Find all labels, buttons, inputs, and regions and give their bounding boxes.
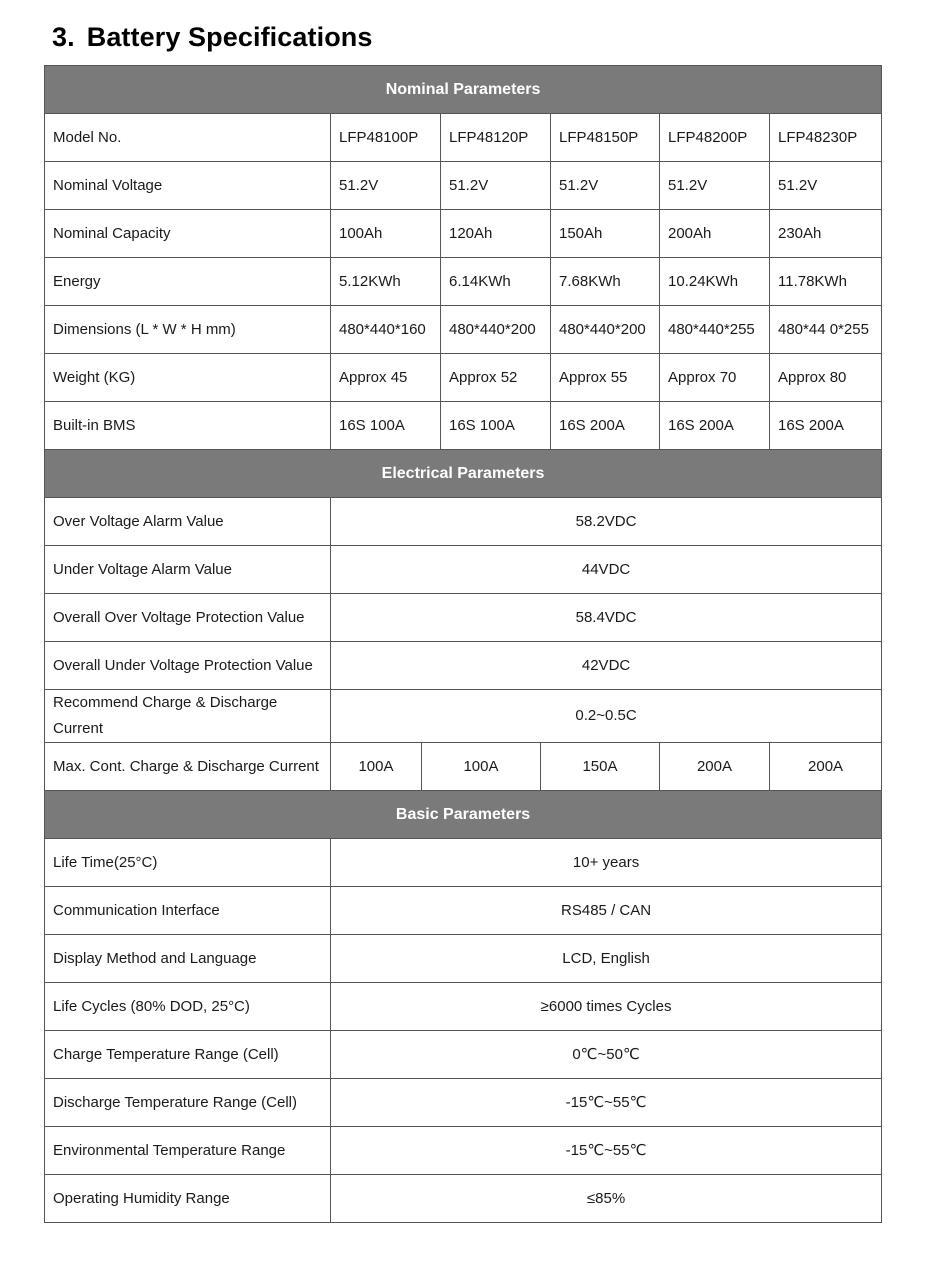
cell-value: 150Ah xyxy=(551,210,660,258)
table-row xyxy=(45,258,882,306)
cell-value: 44VDC xyxy=(331,546,882,594)
cell-value: Approx 45 xyxy=(331,354,441,402)
table-row xyxy=(45,162,882,210)
cell-value: 0.2~0.5C xyxy=(331,690,882,743)
cell-value: 51.2V xyxy=(660,162,770,210)
cell-value: LCD, English xyxy=(331,935,882,983)
row-label: Operating Humidity Range xyxy=(45,1175,331,1223)
cell-value: ≥6000 times Cycles xyxy=(331,983,882,1031)
row-label: Recommend Charge & Discharge Current xyxy=(45,690,331,743)
row-label: Max. Cont. Charge & Discharge Current xyxy=(45,743,331,791)
cell-value: 51.2V xyxy=(331,162,441,210)
row-label: Overall Over Voltage Protection Value xyxy=(45,594,331,642)
table-row xyxy=(45,983,882,1031)
row-label: Overall Under Voltage Protection Value xyxy=(45,642,331,690)
cell-value: 16S 200A xyxy=(770,402,882,450)
cell-value: 7.68KWh xyxy=(551,258,660,306)
row-label: Life Cycles (80% DOD, 25°C) xyxy=(45,983,331,1031)
cell-value: 6.14KWh xyxy=(441,258,551,306)
cell-value: 200A xyxy=(660,743,770,791)
cell-value: 16S 200A xyxy=(660,402,770,450)
row-label: Energy xyxy=(45,258,331,306)
cell-value: -15℃~55℃ xyxy=(331,1127,882,1175)
table-row xyxy=(45,1079,882,1127)
cell-value: 16S 100A xyxy=(331,402,441,450)
table-row xyxy=(45,498,882,546)
row-label: Dimensions (L * W * H mm) xyxy=(45,306,331,354)
cell-value: Approx 55 xyxy=(551,354,660,402)
cell-value: 42VDC xyxy=(331,642,882,690)
cell-value: LFP48200P xyxy=(660,114,770,162)
table-row xyxy=(45,1031,882,1079)
cell-value: 480*440*200 xyxy=(441,306,551,354)
cell-value: LFP48120P xyxy=(441,114,551,162)
cell-value: 10+ years xyxy=(331,839,882,887)
table-row xyxy=(45,1127,882,1175)
cell-value: 200A xyxy=(770,743,882,791)
page-title xyxy=(52,22,373,53)
cell-value: Approx 70 xyxy=(660,354,770,402)
battery-spec-table xyxy=(44,65,882,1223)
row-label: Environmental Temperature Range xyxy=(45,1127,331,1175)
cell-value: 200Ah xyxy=(660,210,770,258)
table-row xyxy=(45,306,882,354)
table-row xyxy=(45,210,882,258)
table-row xyxy=(45,594,882,642)
section-title-nominal: Nominal Parameters xyxy=(45,66,882,114)
row-label: Charge Temperature Range (Cell) xyxy=(45,1031,331,1079)
cell-value: 480*440*200 xyxy=(551,306,660,354)
section-header-basic xyxy=(45,791,882,839)
cell-value: 480*44 0*255 xyxy=(770,306,882,354)
cell-value: 100Ah xyxy=(331,210,441,258)
section-header-nominal xyxy=(45,66,882,114)
cell-value: 51.2V xyxy=(441,162,551,210)
table-row xyxy=(45,642,882,690)
cell-value: 230Ah xyxy=(770,210,882,258)
cell-value: 100A xyxy=(331,743,422,791)
table-row xyxy=(45,354,882,402)
cell-value: LFP48150P xyxy=(551,114,660,162)
cell-value: Approx 80 xyxy=(770,354,882,402)
row-label: Under Voltage Alarm Value xyxy=(45,546,331,594)
section-number: 3. xyxy=(52,22,75,52)
table-row xyxy=(45,690,882,743)
cell-value: 120Ah xyxy=(441,210,551,258)
cell-value: 0℃~50℃ xyxy=(331,1031,882,1079)
table-row xyxy=(45,1175,882,1223)
cell-value: Approx 52 xyxy=(441,354,551,402)
row-label: Discharge Temperature Range (Cell) xyxy=(45,1079,331,1127)
cell-value: 100A xyxy=(422,743,541,791)
cell-value: 16S 100A xyxy=(441,402,551,450)
table-row xyxy=(45,935,882,983)
cell-value: 5.12KWh xyxy=(331,258,441,306)
row-label: Nominal Capacity xyxy=(45,210,331,258)
row-label: Communication Interface xyxy=(45,887,331,935)
section-title: Battery Specifications xyxy=(86,22,373,52)
row-label: Life Time(25°C) xyxy=(45,839,331,887)
cell-value: ≤85% xyxy=(331,1175,882,1223)
row-label: Display Method and Language xyxy=(45,935,331,983)
row-label: Built-in BMS xyxy=(45,402,331,450)
cell-value: 150A xyxy=(541,743,660,791)
section-header-electrical xyxy=(45,450,882,498)
cell-value: LFP48100P xyxy=(331,114,441,162)
table-row xyxy=(45,839,882,887)
cell-value: 51.2V xyxy=(551,162,660,210)
row-label: Nominal Voltage xyxy=(45,162,331,210)
table-row xyxy=(45,887,882,935)
table-row xyxy=(45,402,882,450)
cell-value: 10.24KWh xyxy=(660,258,770,306)
cell-value: 58.4VDC xyxy=(331,594,882,642)
cell-value: 480*440*160 xyxy=(331,306,441,354)
table-row xyxy=(45,743,882,791)
row-label: Weight (KG) xyxy=(45,354,331,402)
cell-value: RS485 / CAN xyxy=(331,887,882,935)
cell-value: 480*440*255 xyxy=(660,306,770,354)
table-row xyxy=(45,114,882,162)
table-row xyxy=(45,546,882,594)
cell-value: -15℃~55℃ xyxy=(331,1079,882,1127)
section-title-electrical: Electrical Parameters xyxy=(45,450,882,498)
cell-value: 51.2V xyxy=(770,162,882,210)
cell-value: 58.2VDC xyxy=(331,498,882,546)
cell-value: LFP48230P xyxy=(770,114,882,162)
section-title-basic: Basic Parameters xyxy=(45,791,882,839)
cell-value: 16S 200A xyxy=(551,402,660,450)
cell-value: 11.78KWh xyxy=(770,258,882,306)
row-label: Over Voltage Alarm Value xyxy=(45,498,331,546)
row-label: Model No. xyxy=(45,114,331,162)
